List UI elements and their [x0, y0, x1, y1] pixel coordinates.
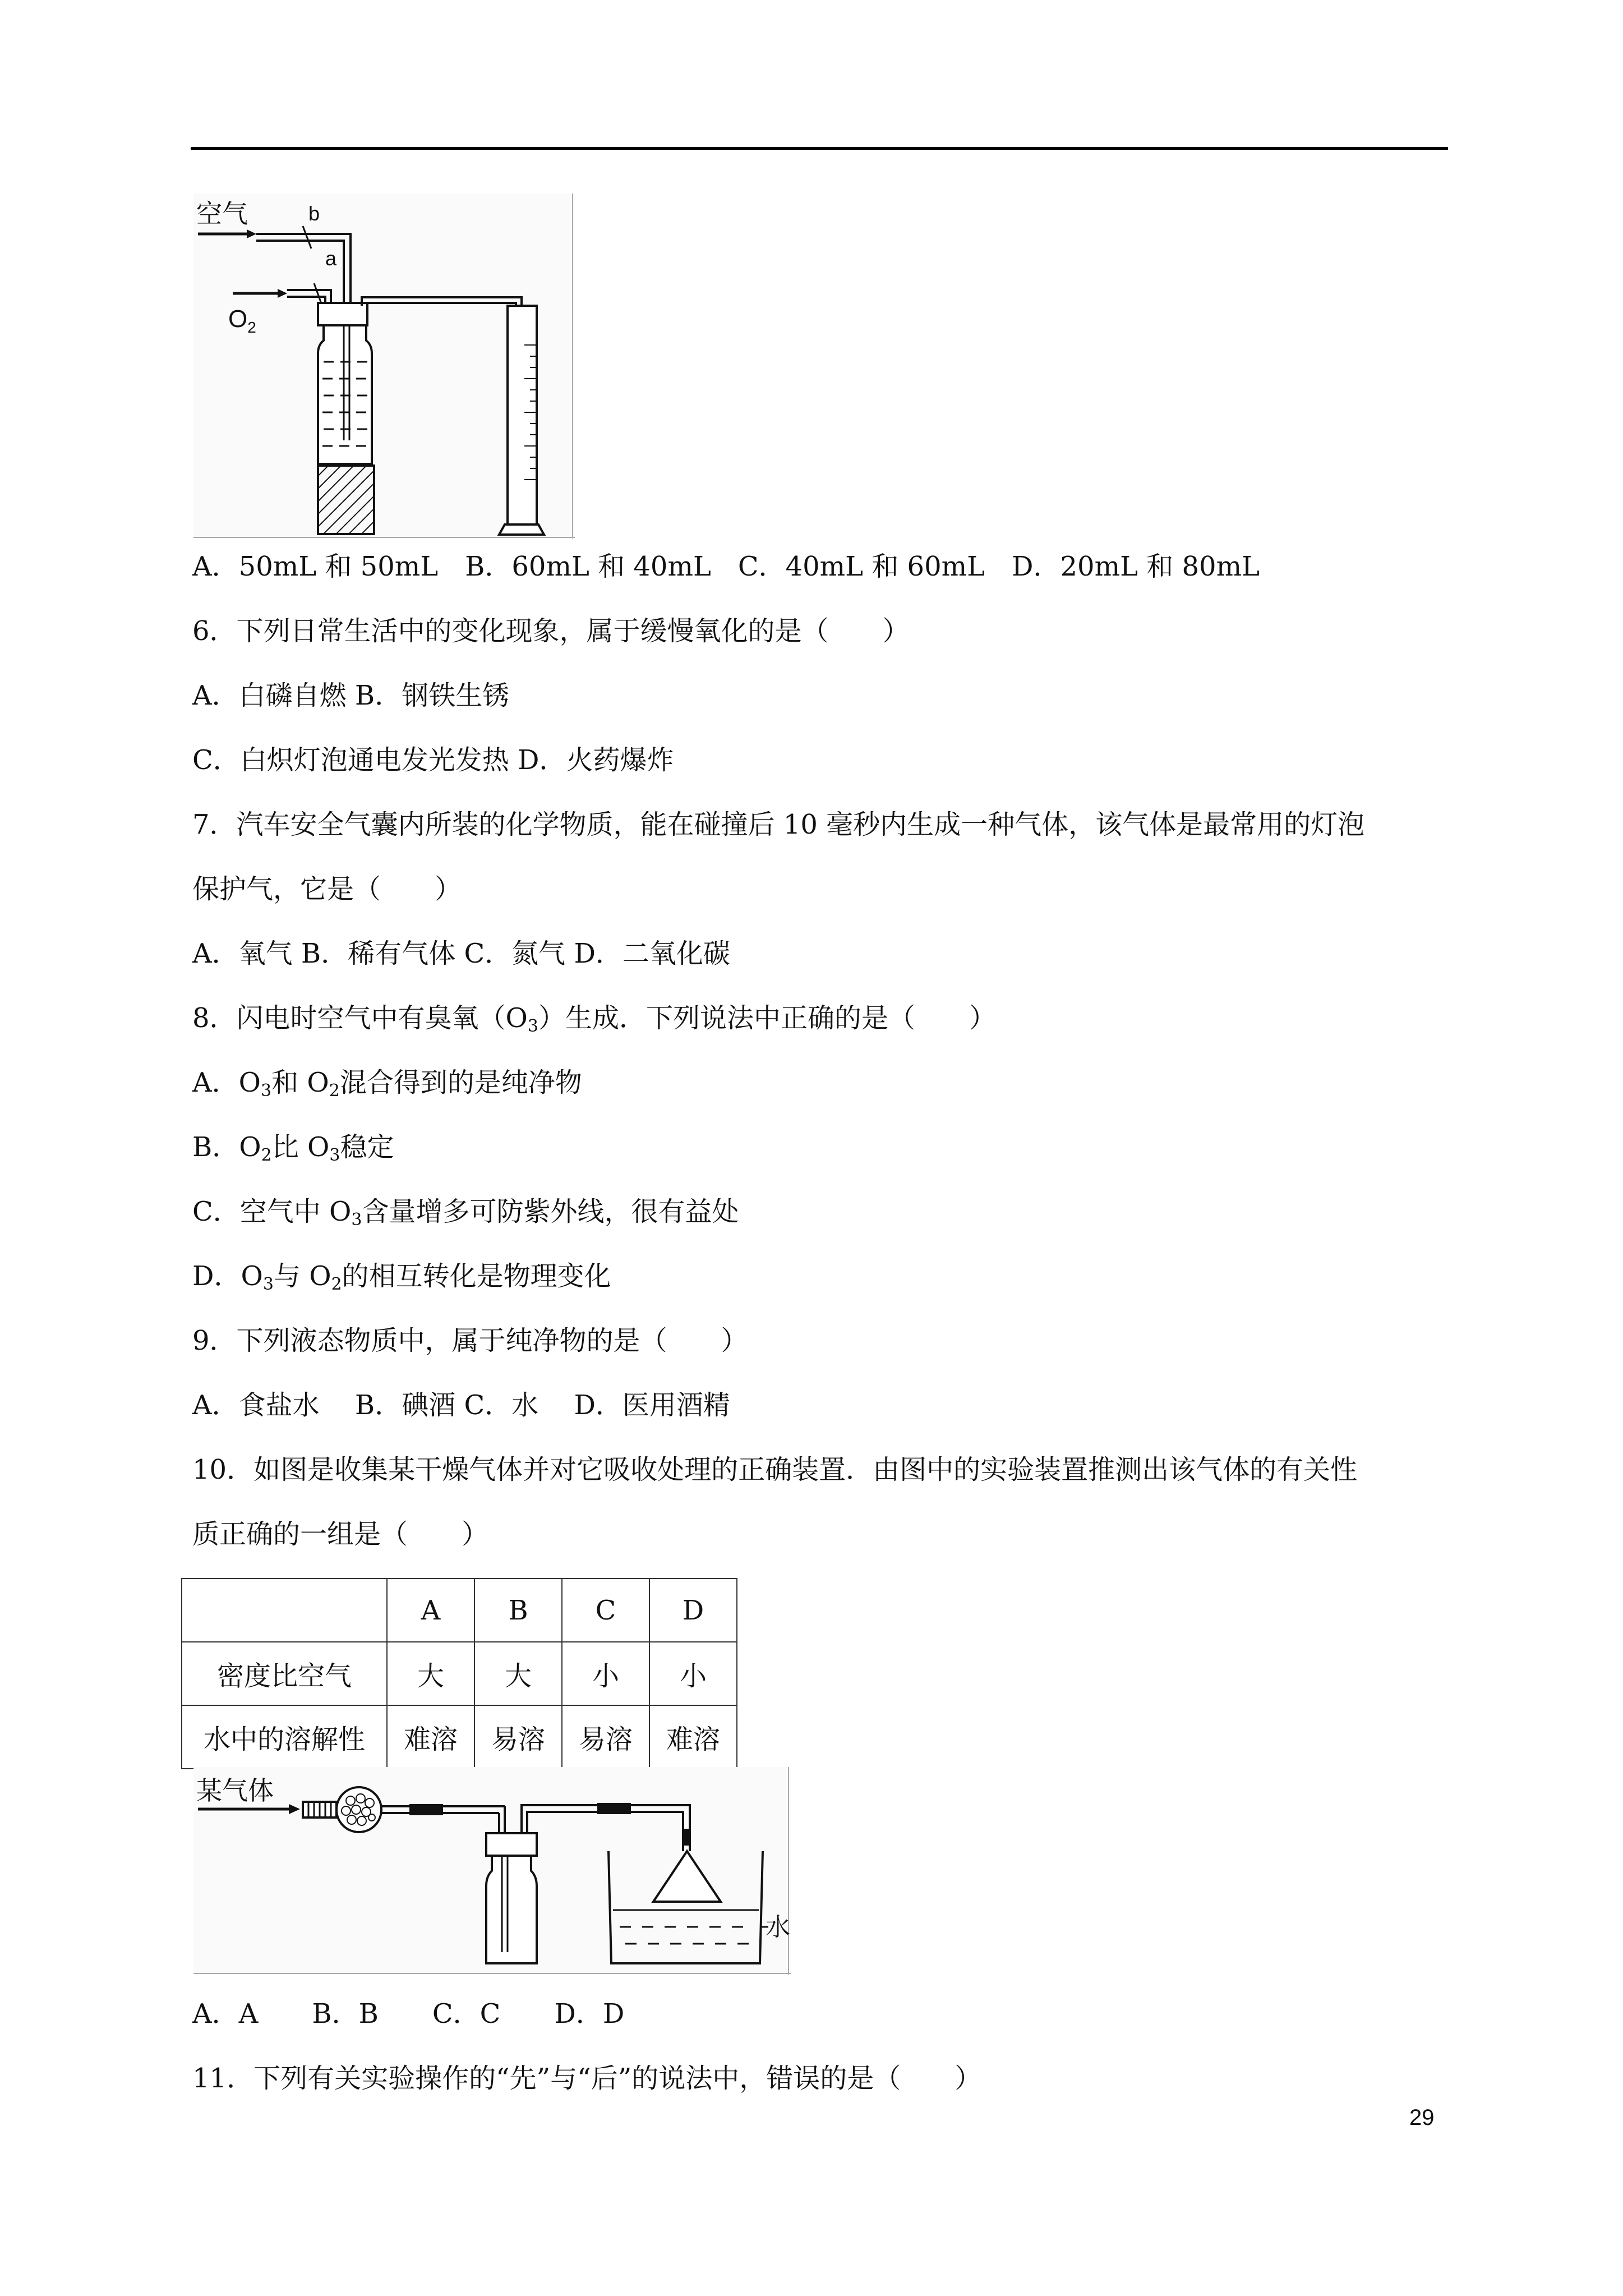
q6-options-cd: C．白炽灯泡通电发光发热 D．火药爆炸 [192, 744, 674, 776]
q7-options: A．氧气 B．稀有气体 C．氮气 D．二氧化碳 [192, 938, 730, 969]
table-cell: 小 [562, 1642, 649, 1705]
table-cell: D [649, 1579, 737, 1642]
table-cell: 难溶 [387, 1705, 474, 1769]
table-row [182, 1642, 737, 1705]
q10-property-table [181, 1578, 737, 1769]
q8-option-c: C．空气中 $O_3$含量增多可防紫外线，很有益处 [192, 1196, 739, 1230]
q8-option-a: A．$O_3$和 $O_2$混合得到的是纯净物 [192, 1067, 582, 1101]
valve-b-label: b [308, 202, 320, 225]
table-cell: 大 [387, 1642, 474, 1705]
q10-stem-line1: 10．如图是收集某干燥气体并对它吸收处理的正确装置．由图中的实验装置推测出该气体的有关性 [192, 1454, 1358, 1485]
table-header-row [182, 1579, 737, 1642]
table-cell: 小 [649, 1642, 737, 1705]
table-cell: A [387, 1579, 474, 1642]
q8-option-b: B．$O_2$比 $O_3$稳定 [192, 1131, 394, 1165]
table-cell: B [474, 1579, 562, 1642]
apparatus-figure-gas-absorption [193, 1767, 791, 1975]
q7-stem-line1: 7．汽车安全气囊内所装的化学物质，能在碰撞后 10 毫秒内生成一种气体，该气体是最常用的灯泡 [192, 809, 1365, 840]
table-cell: 易溶 [474, 1705, 562, 1769]
table-cell: 难溶 [649, 1705, 737, 1769]
header-rule [191, 147, 1448, 150]
q8-option-d: D．$O_3$与 $O_2$的相互转化是物理变化 [192, 1260, 611, 1294]
q5-options: A．50mL 和 50mL B．60mL 和 40mL C．40mL 和 60mL D．20mL 和 80mL [192, 551, 1260, 582]
q6-options-ab: A．白磷自燃 B．钢铁生锈 [192, 680, 510, 711]
table-cell: 大 [474, 1642, 562, 1705]
q8-stem: 8．闪电时空气中有臭氧$(O_3)$生成．下列说法中正确的是（ ） [192, 1002, 997, 1036]
water-label: 水 [766, 1913, 790, 1941]
gas-label: 某气体 [196, 1776, 274, 1805]
table-cell: 水中的溶解性 [182, 1705, 387, 1769]
q6-stem: 6．下列日常生活中的变化现象，属于缓慢氧化的是（ ） [192, 615, 910, 647]
table-cell: 密度比空气 [182, 1642, 387, 1705]
apparatus-figure-oxygen [193, 194, 575, 539]
air-label: 空气 [196, 199, 248, 228]
page-number: 29 [1409, 2105, 1435, 2130]
q10-options: A．A B．B C．C D．D [192, 1998, 625, 2030]
table-cell: C [562, 1579, 649, 1642]
q10-stem-line2: 质正确的一组是（ ） [192, 1519, 489, 1550]
table-row [182, 1705, 737, 1769]
q7-stem-line2: 保护气，它是（ ） [192, 873, 462, 905]
valve-a-label: a [325, 247, 337, 270]
table-cell: 易溶 [562, 1705, 649, 1769]
q11-stem: 11．下列有关实验操作的“先”与“后”的说法中，错误的是（ ） [192, 2063, 982, 2094]
q9-options: A．食盐水 B．碘酒 C．水 D．医用酒精 [192, 1389, 730, 1421]
q9-stem: 9．下列液态物质中，属于纯净物的是（ ） [192, 1325, 748, 1356]
table-cell [182, 1579, 387, 1642]
o2-label: $O_2$ [228, 305, 256, 336]
